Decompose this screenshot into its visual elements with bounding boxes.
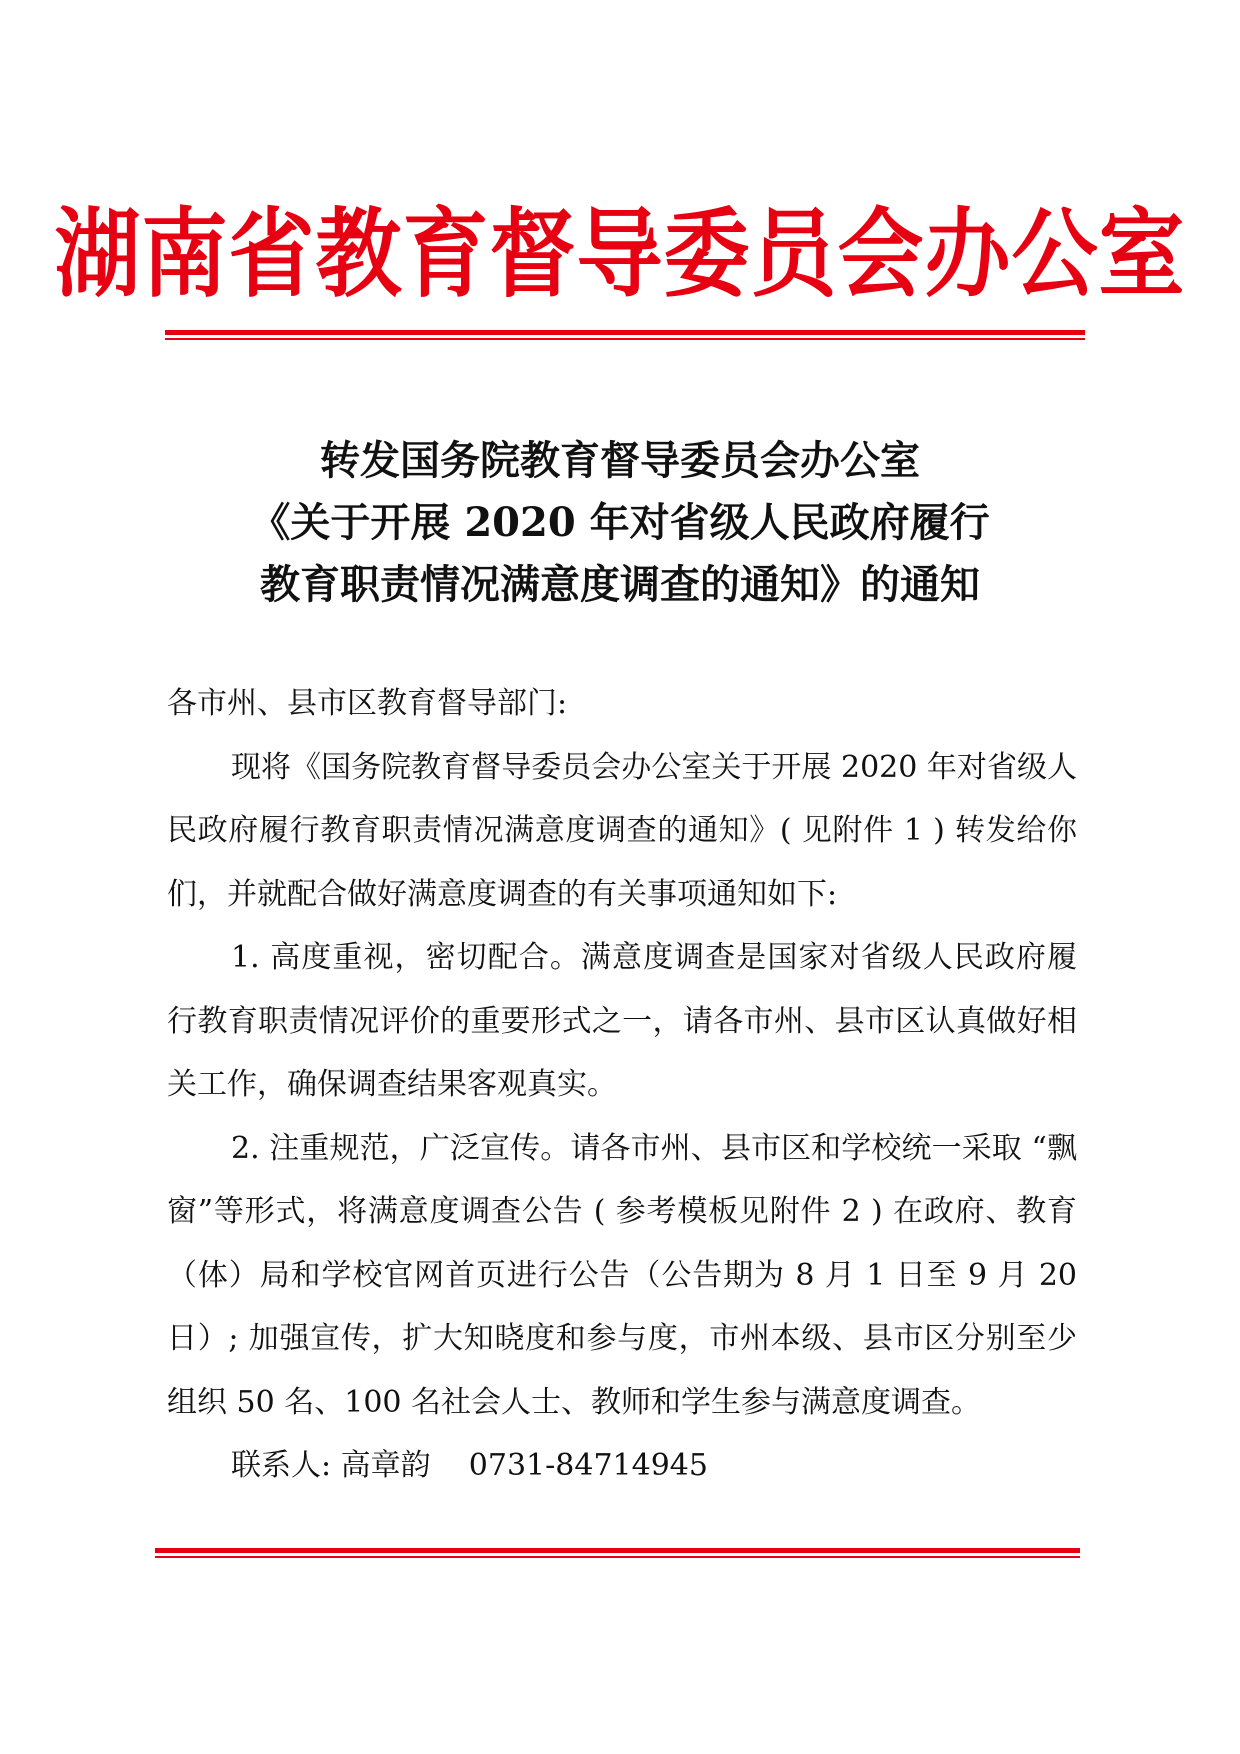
title-line-2: 《关于开展 2020 年对省级人民政府履行 <box>250 499 990 546</box>
document-title <box>0 430 1240 616</box>
footer-rule-thick <box>155 1548 1080 1553</box>
salutation: 各市州、县市区教育督导部门: <box>167 686 568 721</box>
header-rule-thick <box>165 330 1085 335</box>
item-1-paragraph: 1. 高度重视，密切配合。满意度调查是国家对省级人民政府履行教育职责情况评价的重要形式之一，请各市州、县市区认真做好相关工作，确保调查结果客观真实。 <box>167 940 1077 1102</box>
document-body <box>167 672 1077 1498</box>
footer-rule-thin <box>155 1556 1080 1558</box>
header-rule-thin <box>165 338 1085 340</box>
issuer-header: 湖南省教育督导委员会办公室 <box>54 197 1186 311</box>
intro-paragraph: 现将《国务院教育督导委员会办公室关于开展 2020 年对省级人民政府履行教育职责情况满意度调查的通知》( 见附件 1 ) 转发给你们，并就配合做好满意度调查的有关事项通知如下: <box>167 749 1077 912</box>
contact-line: 联系人: 高章韵 0731-84714945 <box>231 1448 708 1483</box>
title-line-1: 转发国务院教育督导委员会办公室 <box>320 437 920 484</box>
item-2-paragraph: 2. 注重规范，广泛宣传。请各市州、县市区和学校统一采取 “飘窗”等形式，将满意度调查公告 ( 参考模板见附件 2 ) 在政府、教育（体）局和学校官网首页进行公告（公告期为 8 月 1 日至 9 月 20 日）; 加强宣传，扩大知晓度和参与度，市州本级、县市区分别至少组织 50 名、100 名社会人士、教师和学生参与满意度调查。 <box>167 1130 1077 1420</box>
title-line-3: 教育职责情况满意度调查的通知》的通知 <box>260 561 980 608</box>
